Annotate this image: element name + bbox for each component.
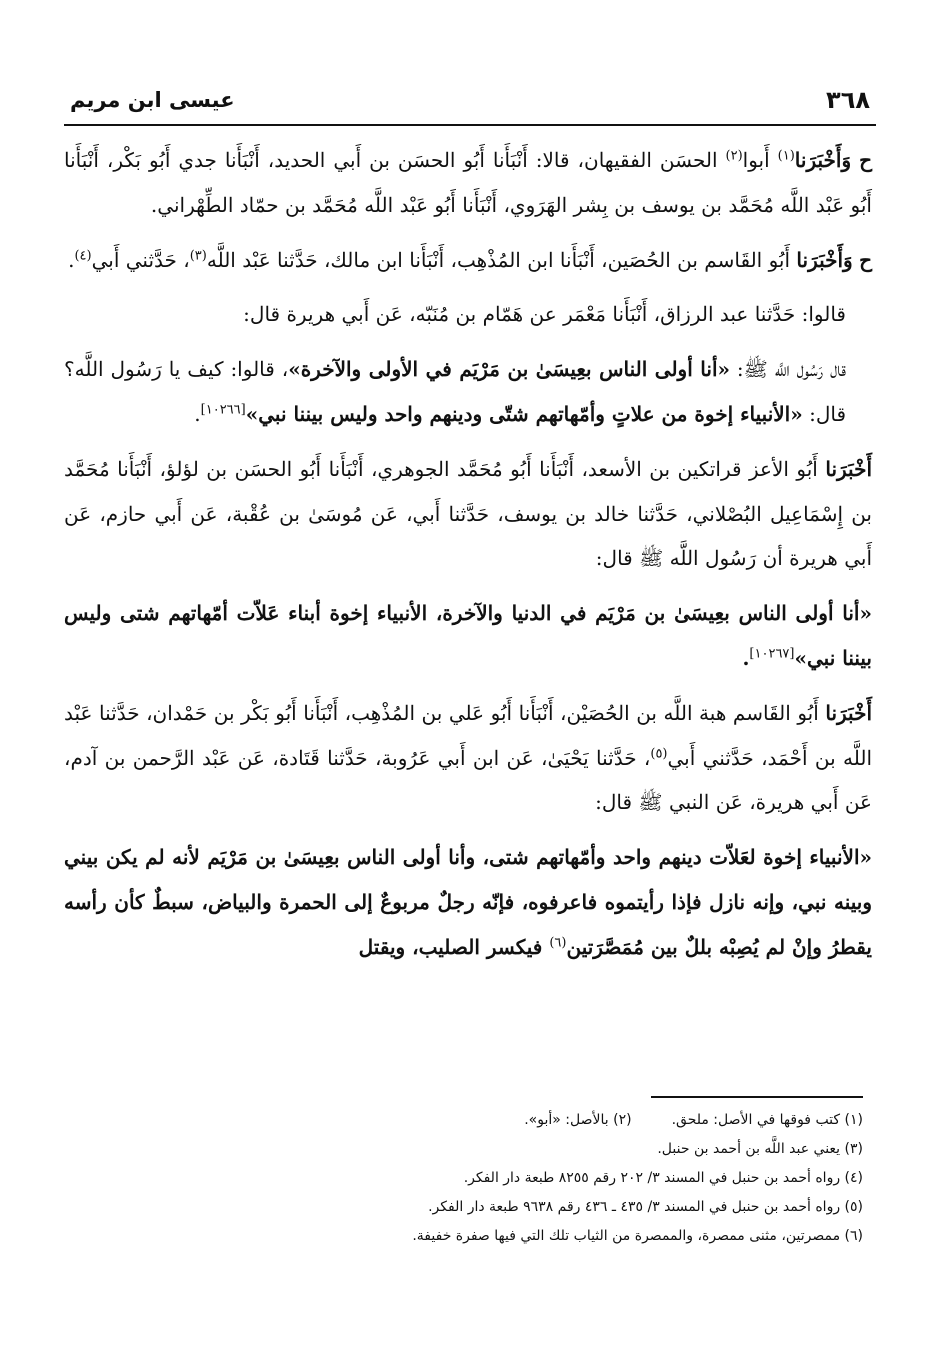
text-span: ، حَدَّثني أَبي: [91, 247, 190, 272]
footnote-ref-2[interactable]: (٢): [725, 148, 743, 164]
running-title: عيسى ابن مريم: [70, 88, 235, 112]
footnote-row: [64, 1106, 863, 1135]
footnote-ref-1[interactable]: (١): [777, 148, 795, 164]
text-span: الحسَن الفقيهان، قالا: أَنْبَأَنا أَبُو الحسَن بن أَبي الحديد، أَنْبَأَنا جدي أَبُو بَكْر، أَنْبَأَنا أَبُو عَبْد اللَّه مُحَمَّد بن يوسف بن بِشر الهَرَوي، أَنْبَأَنا أَبُو عَبْد اللَّه مُحَمَّد بن حمّاد الطِّهْراني.: [64, 148, 872, 217]
text-span: أَبُو الأعز قراتكين بن الأسعد، أَنْبَأَنا أَبُو مُحَمَّد الجوهري، أَنْبَأَنا أَبُو الحسَن بن لؤلؤ، أَنْبَأَنا مُحَمَّد بن إِسْمَاعِيل البُصْلاني، حَدَّثنا خالد بن يوسف، حَدَّثنا أَبي، عَن مُوسَىٰ بن عُقْبة، عَن أَبي حازم، عَن أَبي هريرة أن رَسُول اللَّه ﷺ قال:: [64, 456, 872, 571]
footnote-6: (٦) ممصرتين، مثنى ممصرة، والممصرة من الثياب تلك التي فيها صفرة خفيفة.: [412, 1228, 863, 1244]
hadith-quote: «أنا أولى الناس بعِيسَىٰ بن مَرْيَم في الأولى والآخرة»: [288, 357, 731, 382]
footnote-ref-3[interactable]: (٣): [189, 247, 207, 263]
narration-keyword: وَأَخْبَرَنا: [794, 148, 852, 172]
footnote-1: (١) كتب فوقها في الأصل: ملحق.: [671, 1112, 863, 1128]
main-text: [64, 138, 872, 980]
footnote-5: (٥) رواه أحمد بن حنبل في المسند ٣/ ٤٣٥ ـ ٤٣٦ رقم ٩٦٣٨ طبعة دار الفكر.: [428, 1199, 863, 1215]
narration-keyword: أَخْبَرَنا: [825, 456, 872, 481]
page-header: [64, 82, 876, 126]
isnad-paragraph-2: [64, 238, 872, 283]
ha-marker: ح: [859, 247, 872, 272]
hadith-quote: «الأنبياء إخوة لعَلاّت دينهم واحد وأمّهاتهم شتى، وأنا أولى الناس بعِيسَىٰ بن مَرْيَم لأنه لم يكن بيني وبينه نبي، وإنه نازل فإذا رأيتموه فاعرفوه، فإنّه رجلٌ مربوعٌ إلى الحمرة والبياض، سبطٌ كأن رأسه يقطرُ وإنْ لم يُصِبْه بللٌ بين مُمَصَّرَتين: [64, 845, 872, 959]
text-span: أَبُو القَاسم هبة اللَّه بن الحُصَيْن، أَنْبَأَنا أَبُو عَلي بن المُذْهِب، أَنْبَأَنا أَبُو بَكْر بن حَمْدان، حَدَّثنا عَبْد اللَّه بن أَحْمَد، حَدَّثني أَبي: [64, 700, 872, 770]
hadith-quote: «الأنبياء إخوة من علاتٍ وأمّهاتهم شتّى ودينهم واحد وليس بيننا نبي»: [245, 401, 803, 426]
hadith-quote-continued: فيكسر الصليب، ويقتل: [358, 934, 550, 959]
hadith-quote: «أنا أولى الناس بعِيسَىٰ بن مَرْيَم في الدنيا والآخرة، الأنبياء إخوة أبناء عَلاّت أمّهاتهم شتى وليس بيننا نبي»: [64, 601, 872, 670]
text-span: .: [194, 401, 201, 426]
ha-marker: ح: [859, 148, 873, 172]
footnote-ref-5[interactable]: (٥): [650, 745, 668, 761]
text-span: قال رَسُول اللَّه ﷺ:: [730, 357, 846, 382]
isnad-paragraph-5: [64, 691, 872, 825]
narration-keyword: أَخْبَرَنا: [825, 700, 872, 725]
isnad-paragraph-1: [64, 138, 872, 228]
footnote-ref-4[interactable]: (٤): [74, 247, 92, 263]
text-span: أَبوا: [742, 148, 778, 172]
footnote-4: (٤) رواه أحمد بن حنبل في المسند ٣/ ٢٠٢ رقم ٨٢٥٥ طبعة دار الفكر.: [463, 1170, 863, 1186]
hadith-number: [١٠٢٦٧]: [749, 646, 795, 662]
footnote-divider: [651, 1096, 863, 1098]
page-number: ٣٦٨: [826, 86, 870, 114]
text-span: .: [742, 645, 750, 670]
text-span: أَبُو القَاسم بن الحُصَين، أَنْبَأَنا ابن المُذْهِب، أَنْبَأَنا ابن مالك، حَدَّثنا عَبْد اللَّه: [206, 247, 797, 272]
footnote-2: (٢) بالأصل: «أبو».: [524, 1112, 632, 1128]
footnote-ref-6[interactable]: (٦): [549, 935, 567, 951]
hadith-paragraph-3: [64, 835, 872, 969]
hadith-number: [١٠٢٦٦]: [200, 402, 246, 418]
footnotes: [64, 1106, 863, 1251]
text-span: ، قالوا: كيف يا رَسُول اللَّه؟ قال:: [64, 357, 846, 426]
text-span: قالوا: حَدَّثنا عبد الرزاق، أَنْبَأَنا مَعْمَر عن هَمّام بن مُنَبّه، عَن أَبي هريرة قال:: [243, 302, 846, 327]
narration-keyword: وَأَخْبَرَنا: [796, 247, 853, 272]
footnote-3: (٣) يعني عبد اللَّه بن أحمد بن حنبل.: [657, 1141, 863, 1157]
hadith-paragraph-1: [64, 347, 872, 437]
text-span: ، حَدَّثنا يَحْيَىٰ، عَن ابن أَبي عَرُوبة، حَدَّثنا قَتَادة، عَن عَبْد الرَّحمن بن آدم، عَن أَبي هريرة، عَن النبي ﷺ قال:: [64, 745, 872, 815]
text-span: .: [68, 247, 75, 272]
isnad-paragraph-3: [64, 292, 872, 337]
isnad-paragraph-4: [64, 447, 872, 581]
hadith-paragraph-2: [64, 591, 872, 681]
